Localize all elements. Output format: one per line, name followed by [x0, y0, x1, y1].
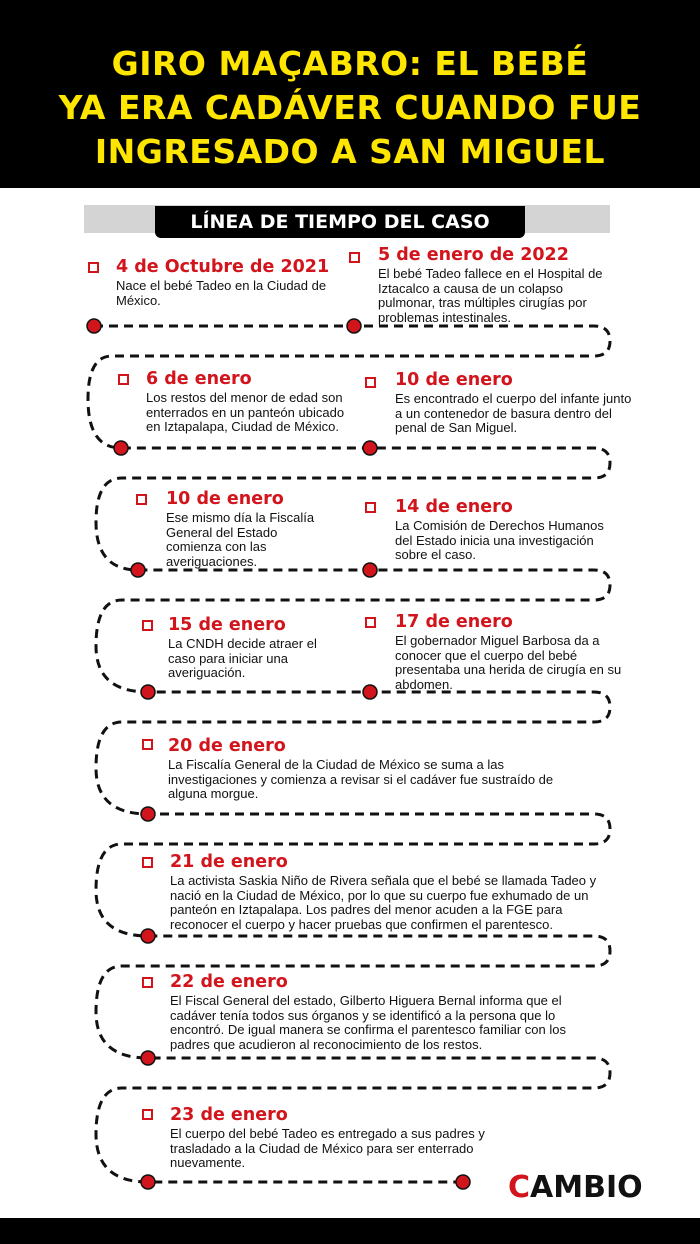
event-7: [168, 616, 343, 681]
event-desc: La CNDH decide atraer el caso para iniciar una averiguación.: [168, 636, 317, 680]
logo-first-letter: C: [508, 1170, 531, 1205]
event-9: [168, 737, 578, 802]
event-8: [395, 613, 625, 692]
timeline-dot: [363, 441, 377, 455]
event-desc: Es encontrado el cuerpo del infante junto a un contenedor de basura dentro del penal de San Miguel.: [395, 391, 632, 435]
event-date: 22 de enero: [170, 972, 288, 992]
event-desc: La Comisión de Derechos Humanos del Estado inicia una investigación sobre el caso.: [395, 518, 604, 562]
event-desc: El Fiscal General del estado, Gilberto Higuera Bernal informa que el cadáver tenía todos sus órganos y se identificó a la persona que lo encontró. De igual manera se confirma el parentesco familiar con los padres que acudieron al reconocimiento de los restos.: [170, 993, 566, 1052]
timeline-dot: [141, 807, 155, 821]
event-4: [395, 371, 635, 436]
cambio-logo: [508, 1170, 643, 1205]
timeline-dot: [347, 319, 361, 333]
event-11: [170, 973, 605, 1052]
event-bullet-icon: [365, 502, 376, 513]
event-bullet-icon: [142, 977, 153, 988]
event-3: [146, 370, 346, 435]
footer-bar: [0, 1218, 700, 1244]
event-date: 21 de enero: [170, 852, 288, 872]
event-5: [166, 490, 336, 569]
headline-line-1: GIRO MAÇABRO: EL BEBÉ: [111, 44, 589, 83]
event-date: 20 de enero: [168, 736, 286, 756]
event-desc: El bebé Tadeo fallece en el Hospital de Iztacalco a causa de un colapso pulmonar, tras múltiples cirugías por problemas intestinales.: [378, 266, 603, 325]
timeline-dot: [141, 685, 155, 699]
event-date: 23 de enero: [170, 1105, 288, 1125]
event-date: 6 de enero: [146, 369, 252, 389]
timeline-dot: [131, 563, 145, 577]
event-bullet-icon: [142, 1109, 153, 1120]
event-bullet-icon: [88, 262, 99, 273]
event-desc: Los restos del menor de edad son enterrados en un panteón ubicado en Iztapalapa, Ciudad de México.: [146, 390, 345, 434]
event-10: [170, 853, 605, 932]
timeline-dot: [87, 319, 101, 333]
event-date: 14 de enero: [395, 497, 513, 517]
timeline-dot: [141, 1175, 155, 1189]
event-bullet-icon: [365, 377, 376, 388]
event-date: 17 de enero: [395, 612, 513, 632]
event-date: 5 de enero de 2022: [378, 245, 569, 265]
timeline-dot: [363, 563, 377, 577]
event-6: [395, 498, 610, 563]
timeline-dot: [141, 929, 155, 943]
timeline-dot: [363, 685, 377, 699]
timeline-dot: [141, 1051, 155, 1065]
event-desc: La activista Saskia Niño de Rivera señala que el bebé se llamada Tadeo y nació en la Ciudad de México, por lo que su cuerpo fue exhumado de un panteón en Iztapalapa. Los padres del menor acuden a la FGE para reconocer el cuerpo y hacer pruebas que confirmen el parentesco.: [170, 873, 597, 932]
event-bullet-icon: [142, 620, 153, 631]
headline-line-3: INGRESADO A SAN MIGUEL: [94, 132, 606, 171]
logo-rest: AMBIO: [530, 1170, 643, 1205]
event-date: 15 de enero: [168, 615, 286, 635]
event-date: 10 de enero: [166, 489, 284, 509]
event-desc: Ese mismo día la Fiscalía General del Estado comienza con las averiguaciones.: [166, 510, 315, 569]
event-date: 10 de enero: [395, 370, 513, 390]
timeline-dot: [456, 1175, 470, 1189]
headline-line-2: YA ERA CADÁVER CUANDO FUE: [58, 88, 642, 127]
event-2: [378, 246, 614, 325]
timeline-dot: [114, 441, 128, 455]
subtitle: LÍNEA DE TIEMPO DEL CASO: [155, 206, 525, 238]
event-desc: El cuerpo del bebé Tadeo es entregado a sus padres y trasladado a la Ciudad de México para ser enterrado nuevamente.: [170, 1126, 485, 1170]
event-desc: Nace el bebé Tadeo en la Ciudad de México.: [116, 278, 327, 308]
event-12: [170, 1106, 530, 1171]
event-bullet-icon: [118, 374, 129, 385]
event-bullet-icon: [142, 857, 153, 868]
event-bullet-icon: [365, 617, 376, 628]
event-date: 4 de Octubre de 2021: [116, 257, 330, 277]
event-desc: El gobernador Miguel Barbosa da a conocer que el cuerpo del bebé presentaba una herida de cirugía en su abdomen.: [395, 633, 622, 692]
event-1: [116, 258, 331, 308]
event-bullet-icon: [142, 739, 153, 750]
event-bullet-icon: [136, 494, 147, 505]
event-desc: La Fiscalía General de la Ciudad de México se suma a las investigaciones y comienza a revisar si el cadáver fue sustraído de alguna morgue.: [168, 757, 554, 801]
event-bullet-icon: [349, 252, 360, 263]
